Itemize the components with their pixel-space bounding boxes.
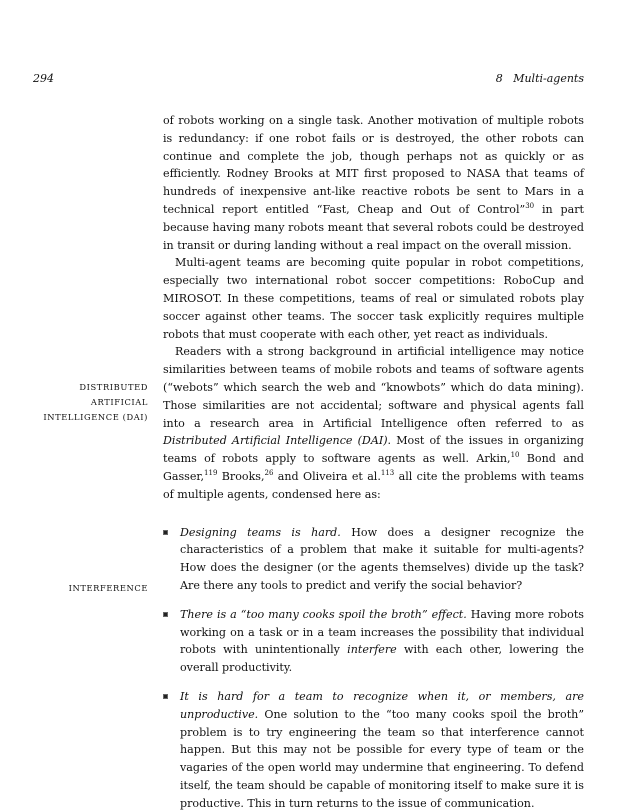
citation: 26 [264, 468, 274, 477]
problem-list [163, 524, 584, 812]
citation: 119 [204, 468, 218, 477]
chapter-title: 8 Multi-agents [495, 72, 584, 85]
paragraph-2: Multi-agent teams are becoming quite popular in robot competitions, especially two international robot soccer competitions: RoboCup and MIROSOT. In these competitions, teams of real or simulated robots play soccer against other teams. The soccer task explicitly requires multiple robots that must cooperate with each other, yet react as individuals. [163, 256, 584, 341]
body-text [163, 112, 584, 812]
margin-note-dai: DISTRIBUTED ARTIFICIAL INTELLIGENCE (DAI) [43, 382, 148, 422]
bullet-icon [163, 612, 168, 617]
page-number: 294 [33, 72, 54, 85]
running-header [33, 72, 584, 88]
bullet-icon [163, 694, 168, 699]
citation: 113 [380, 468, 395, 477]
list-item: It is hard for a team to recognize when it, or members, are unproductive. One solution to the “too many cooks spoil the broth” problem is to try engineering the team so that interference cannot happen. But this may not be possible for every type of team or the vagaries of the open world may undermine that engineering. To defend itself, the team should be capable of monitoring itself to make sure it is productive. This in turn returns to the issue of communication. [163, 688, 584, 812]
term-dai: Distributed Artificial Intelligence (DAI) [163, 434, 388, 448]
list-item: Designing teams is hard. How does a designer recognize the characteristics of a problem that make it suitable for multi-agents? How does the designer (or the agents themselves) divide up the task? Are there any tools to predict and verify the social behavior? [163, 524, 584, 595]
paragraph-1: of robots working on a single task. Another motivation of multiple robots is redundancy: if one robot fails or is destroyed, the other robots can continue and complete the job, though perhaps not as quickly or as efficiently. Rodney Brooks at MIT first proposed to NASA that teams of hundreds of inexpensive ant-like reactive robots be sent to Mars in a technical report entitled “Fast, Cheap and Out of Control”$^{30}$ in part because having many robots meant that several robots could be destroyed in transit or during landing without a real impact on the overall mission. [163, 114, 584, 252]
margin-note-interference: INTERFERENCE [68, 583, 148, 593]
bullet-icon [163, 530, 168, 535]
list-item: There is a “too many cooks spoil the broth” effect. Having more robots working on a task or in a team increases the possibility that individual robots with unintentionally interfere with each other, lowering the overall productivity. [163, 606, 584, 677]
citation: 10 [510, 451, 520, 460]
citation: 30 [525, 201, 535, 210]
paragraph-3: Readers with a strong background in artificial intelligence may notice similarities between teams of mobile robots and teams of software agents (“webots” which search the web and “knowbots” which do data mining). Those similarities are not accidental; software and physical agents fall into a research area in Artificial Intelligence often referred to as Distributed Artificial Intelligence (DAI). Most of the issues in organizing teams of robots apply to software agents as well. Arkin,$^{10}$ Bond and Gasser,$^{119}$ Brooks,$^{26}$ and Oliveira et al.$^{113}$ all cite the problems with teams of multiple agents, condensed here as: [163, 345, 584, 501]
